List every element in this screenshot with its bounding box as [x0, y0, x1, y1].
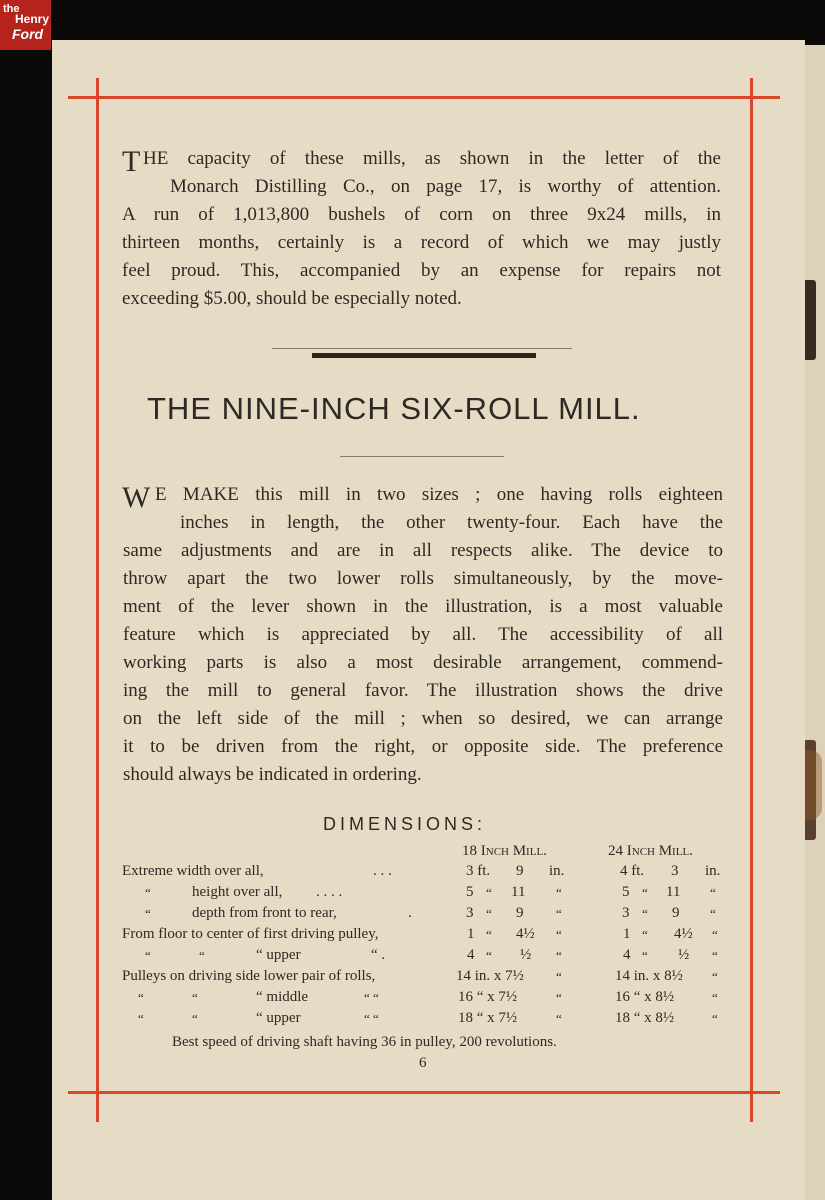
body-line: should always be indicated in ordering. [123, 764, 422, 785]
column-header-24-inch: 24 Inch Mill. [608, 843, 693, 859]
logo-text-ford: Ford [12, 26, 44, 42]
logo-text-the: the [3, 3, 20, 15]
ditto-mark: “ [486, 927, 492, 942]
value-24: 14 in. x 8½ [615, 968, 683, 984]
next-page-edge [805, 45, 825, 1200]
ditto-mark: “ [556, 948, 562, 963]
border-line-left [96, 78, 99, 1122]
section-heading: THE NINE-INCH SIX-ROLL MILL. [147, 391, 641, 426]
ditto-mark: “ [486, 906, 492, 921]
border-line-top [68, 96, 780, 99]
value-18: 18 “ x 7½ [458, 1010, 518, 1026]
dimensions-title: DIMENSIONS: [323, 814, 487, 834]
value-24: 16 “ x 8½ [615, 989, 675, 1005]
value-24: 4½ [674, 926, 693, 942]
ditto-mark: “ “ [364, 1011, 379, 1026]
ditto-mark: “ [712, 927, 718, 942]
body-line: it to be driven from the right, or opposite side. The preference [123, 736, 723, 757]
body-drop-cap: W [122, 481, 151, 514]
ditto-mark: “ [556, 1011, 562, 1026]
leader-dots: . . . . [316, 884, 343, 900]
divider-thin [272, 348, 572, 349]
body-line: feature which is appreciated by all. The accessibility of all [123, 624, 723, 645]
intro-line: exceeding $5.00, should be especially noted. [122, 288, 462, 309]
intro-line: A run of 1,013,800 bushels of corn on three 9x24 mills, in [122, 204, 721, 225]
value-18: 3 ft. [466, 863, 491, 879]
value-18: 1 [467, 926, 475, 942]
border-line-bottom [68, 1091, 780, 1094]
ditto-mark: “ [556, 906, 562, 921]
intro-line: feel proud. This, accompanied by an expense for repairs not [122, 260, 721, 281]
row-label: “ upper [256, 947, 301, 963]
ditto-mark: “ [192, 990, 198, 1005]
unit-24: in. [705, 863, 721, 879]
value-18: ½ [520, 947, 532, 963]
ditto-mark: “ [712, 990, 718, 1005]
value-18: 5 [466, 884, 474, 900]
value-18: 4 [467, 947, 475, 963]
value-24: ½ [678, 947, 690, 963]
border-line-right [750, 78, 753, 1122]
ditto-mark: “ [138, 990, 144, 1005]
row-label: Extreme width over all, [122, 863, 264, 879]
value-24: 18 “ x 8½ [615, 1010, 675, 1026]
value-24: 1 [623, 926, 631, 942]
value-24: 5 [622, 884, 630, 900]
value-24: 11 [666, 884, 681, 900]
value-24: 9 [672, 905, 680, 921]
speed-footnote: Best speed of driving shaft having 36 in pulley, 200 revolutions. [172, 1034, 557, 1050]
row-label: depth from front to rear, [192, 905, 337, 921]
body-line: ment of the lever shown in the illustration, is a most valuable [123, 596, 723, 617]
row-label: Pulleys on driving side lower pair of rolls, [122, 968, 376, 984]
value-18: 9 [516, 863, 524, 879]
body-line: on the left side of the mill ; when so desired, we can arrange [123, 708, 723, 729]
intro-drop-cap: T [122, 145, 141, 178]
ditto-mark: “ [712, 969, 718, 984]
value-18: 11 [511, 884, 526, 900]
logo-text-henry: Henry [15, 12, 50, 26]
divider-thick [312, 353, 536, 358]
row-label: “ middle [256, 989, 309, 1005]
body-line: same adjustments and are in all respects alike. The device to [123, 540, 723, 561]
value-24: 3 [671, 863, 679, 879]
intro-line: Monarch Distilling Co., on page 17, is worthy of attention. [170, 176, 721, 197]
value-18: 9 [516, 905, 524, 921]
ditto-mark: “ [712, 948, 718, 963]
body-line: E MAKE this mill in two sizes ; one having rolls eighteen [155, 484, 723, 505]
value-18: 14 in. x 7½ [456, 968, 524, 984]
ditto-mark: “ [556, 969, 562, 984]
value-24: 4 [623, 947, 631, 963]
ditto-mark: “ [486, 885, 492, 900]
leader-dots: . [408, 905, 412, 921]
row-label: From floor to center of first driving pulley, [122, 926, 379, 942]
row-label: “ upper [256, 1010, 301, 1026]
ditto-mark: “ [486, 948, 492, 963]
intro-line: thirteen months, certainly is a record of which we may justly [122, 232, 721, 253]
ditto-mark: “ [642, 948, 648, 963]
value-18: 3 [466, 905, 474, 921]
value-24: 4 ft. [620, 863, 645, 879]
value-18: 16 “ x 7½ [458, 989, 518, 1005]
body-line: throw apart the two lower rolls simultaneously, by the move- [123, 568, 723, 589]
body-line: inches in length, the other twenty-four. Each have the [180, 512, 723, 533]
column-header-18-inch: 18 Inch Mill. [462, 843, 547, 859]
row-label: height over all, [192, 884, 283, 900]
ditto-mark: “ [642, 927, 648, 942]
ditto-mark: “ [556, 927, 562, 942]
ditto-mark: “ [145, 906, 151, 921]
ditto-mark: “ [642, 906, 648, 921]
unit-18: in. [549, 863, 565, 879]
ditto-mark: “ [199, 948, 205, 963]
leader-dots: “ . [371, 947, 386, 963]
ditto-mark: “ [556, 990, 562, 1005]
ditto-mark: “ [710, 885, 716, 900]
body-line: ing the mill to general favor. The illustration shows the drive [123, 680, 723, 701]
intro-line: HE capacity of these mills, as shown in the letter of the [143, 148, 721, 169]
value-24: 3 [622, 905, 630, 921]
ditto-mark: “ [138, 1011, 144, 1026]
ditto-mark: “ “ [364, 990, 379, 1005]
ditto-mark: “ [710, 906, 716, 921]
ditto-mark: “ [145, 948, 151, 963]
ditto-mark: “ [642, 885, 648, 900]
henry-ford-logo [0, 0, 51, 50]
value-18: 4½ [516, 926, 535, 942]
body-line: working parts is also a most desirable arrangement, commend- [123, 652, 723, 673]
page-number: 6 [419, 1055, 427, 1071]
ditto-mark: “ [145, 885, 151, 900]
ditto-mark: “ [192, 1011, 198, 1026]
leader-dots: . . . [373, 863, 392, 879]
divider-short [340, 456, 504, 457]
ditto-mark: “ [712, 1011, 718, 1026]
ditto-mark: “ [556, 885, 562, 900]
